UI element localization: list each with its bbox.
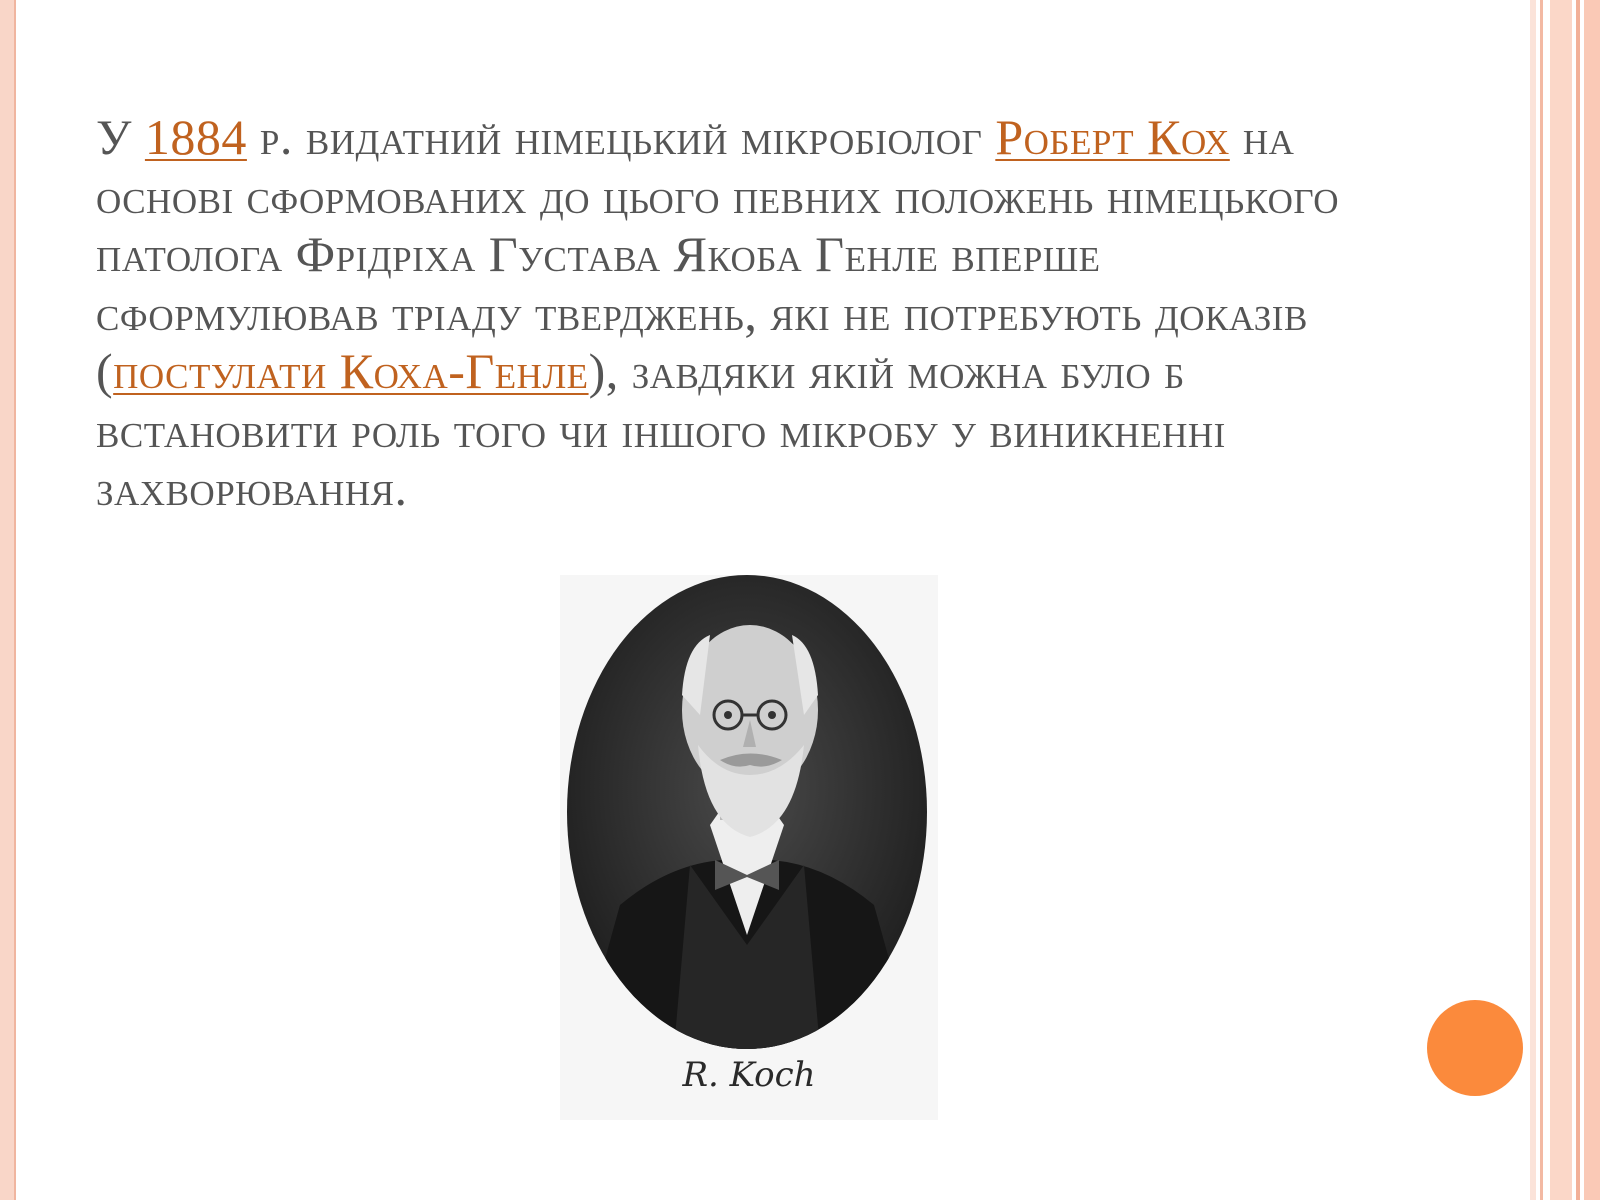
text-part-4: ), завдяки якій можна було б встановити роль того чи іншого мікробу у виникненні захворювання. (96, 343, 1226, 516)
link-robert-koch[interactable]: Роберт Кох (995, 109, 1230, 165)
portrait-image (560, 575, 938, 1120)
text-part-3: на основі сформованих до цього певних положень німецького патолога Фрідріха Густава Якоба Генле вперше сформулював тріаду тверджень, які не потребують доказів ( (96, 109, 1340, 399)
text-part-1: У (96, 109, 145, 165)
link-year-1884[interactable]: 1884 (144, 109, 247, 165)
decorative-orange-circle (1427, 1000, 1523, 1096)
frame-left-border (0, 0, 16, 1200)
body-text (96, 108, 1356, 518)
link-koch-henle-postulates[interactable]: постулати Коха-Генле (113, 343, 589, 399)
text-part-2: р. видатний німецький мікробіолог (246, 109, 996, 165)
frame-right-border (1530, 0, 1600, 1200)
signature: R. Koch (682, 1055, 816, 1095)
portrait-photo (560, 575, 938, 1120)
